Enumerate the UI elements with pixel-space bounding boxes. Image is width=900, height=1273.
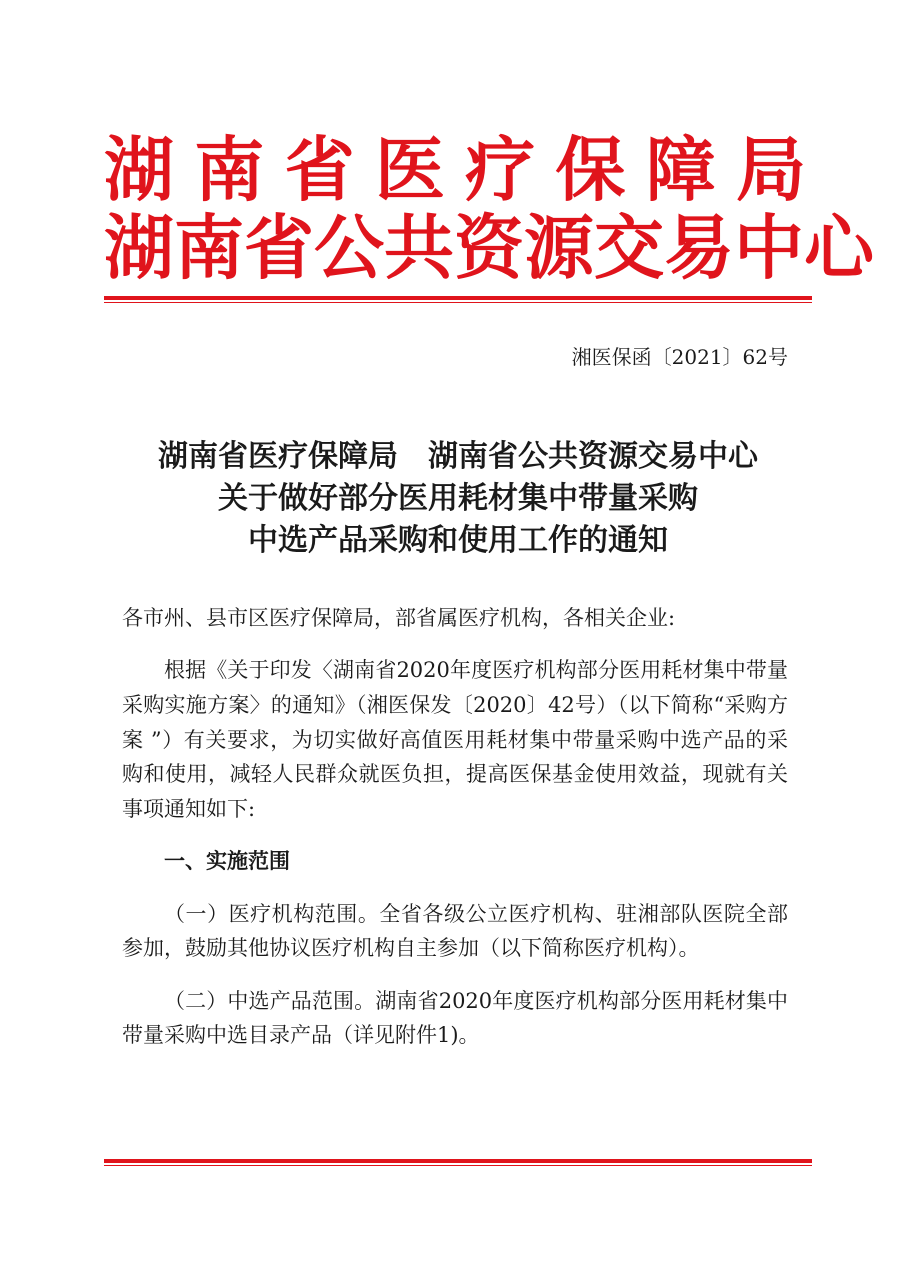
document-body — [122, 653, 788, 1053]
footer-divider-thin — [104, 1165, 812, 1166]
document-title-line-2: 关于做好部分医用耗材集中带量采购 — [218, 481, 698, 516]
section-heading-1: 一、实施范围 — [164, 849, 290, 874]
paragraph-spacer — [122, 879, 788, 896]
paragraph-spacer — [122, 966, 788, 983]
salutation: 各市州、县市区医疗保障局，部省属医疗机构，各相关企业: — [122, 606, 676, 630]
issuer-name-line-1: 湖南省医疗保障局 — [104, 129, 814, 211]
document-number: 湘医保函〔2021〕62号 — [571, 345, 788, 369]
intro-paragraph: 根据《关于印发〈湖南省2020年度医疗机构部分医用耗材集中带量采购实施方案〉的通知》（湘医保发〔2020〕42号）（以下简称“采购方案 ”）有关要求，为切实做好高值医用耗材集中带量采购中选产品的采购和使用，减轻人民群众就医负担，提高医保基金使用效益，现就有关事项通知如下: — [122, 658, 788, 822]
header-divider-thick — [104, 296, 812, 300]
item-paragraph-1: （一）医疗机构范围。全省各级公立医疗机构、驻湘部队医院全部参加，鼓励其他协议医疗机构自主参加（以下简称医疗机构）。 — [122, 901, 788, 961]
item-paragraph-2: （二）中选产品范围。湖南省2020年度医疗机构部分医用耗材集中带量采购中选目录产品（详见附件1)。 — [122, 988, 788, 1048]
footer-divider-thick — [104, 1159, 812, 1163]
header-divider-thin — [104, 302, 812, 303]
document-title-line-3: 中选产品采购和使用工作的通知 — [248, 523, 668, 558]
issuer-name-line-2: 湖南省公共资源交易中心 — [104, 207, 874, 289]
document-title-line-1: 湖南省医疗保障局 湖南省公共资源交易中心 — [158, 439, 758, 474]
paragraph-spacer — [122, 827, 788, 844]
